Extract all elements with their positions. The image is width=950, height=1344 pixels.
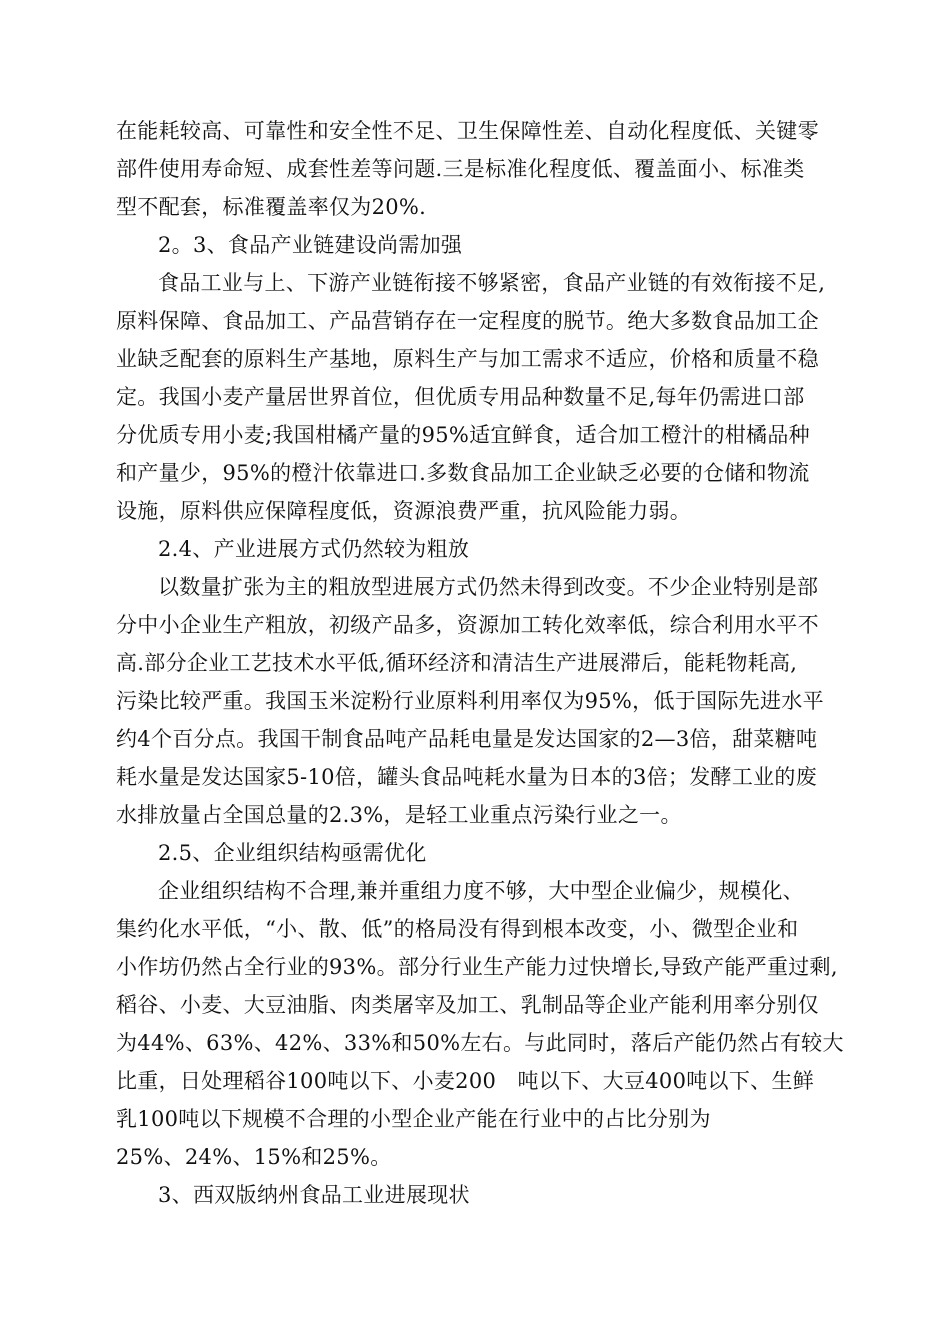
text-line: 比重，日处理稻谷100吨以下、小麦200 吨以下、大豆400吨以下、生鲜 <box>116 1069 815 1093</box>
text-line: 稻谷、小麦、大豆油脂、肉类屠宰及加工、乳制品等企业产能利用率分别仅 <box>116 993 819 1017</box>
text-line: 设施，原料供应保障程度低，资源浪费严重，抗风险能力弱。 <box>116 499 692 523</box>
text-line: 污染比较严重。我国玉米淀粉行业原料利用率仅为95%，低于国际先进水平 <box>116 689 824 713</box>
text-line: 业缺乏配套的原料生产基地，原料生产与加工需求不适应，价格和质量不稳 <box>116 347 819 371</box>
text-line: 型不配套，标准覆盖率仅为20%. <box>116 195 427 219</box>
text-line: 分优质专用小麦;我国柑橘产量的95%适宜鲜食，适合加工橙汁的柑橘品种 <box>116 423 810 447</box>
section-heading-2-4: 2.4、产业进展方式仍然较为粗放 <box>158 537 470 561</box>
text-line: 耗水量是发达国家5-10倍，罐头食品吨耗水量为日本的3倍；发酵工业的废 <box>116 765 818 789</box>
text-line: 小作坊仍然占全行业的93%。部分行业生产能力过快增长,导致产能严重过剩, <box>116 955 838 979</box>
text-line: 水排放量占全国总量的2.3%，是轻工业重点污染行业之一。 <box>116 803 682 827</box>
text-line: 原料保障、食品加工、产品营销存在一定程度的脱节。绝大多数食品加工企 <box>116 309 819 333</box>
text-line: 定。我国小麦产量居世界首位，但优质专用品种数量不足,每年仍需进口部 <box>116 385 805 409</box>
text-line: 和产量少，95%的橙汁依靠进口.多数食品加工企业缺乏必要的仓储和物流 <box>116 461 810 485</box>
document-body <box>116 112 860 1214</box>
text-line: 在能耗较高、可靠性和安全性不足、卫生保障性差、自动化程度低、关键零 <box>116 119 819 143</box>
section-heading-2-5: 2.5、企业组织结构亟需优化 <box>158 841 427 865</box>
text-line: 分中小企业生产粗放，初级产品多，资源加工转化效率低，综合利用水平不 <box>116 613 819 637</box>
text-line: 为44%、63%、42%、33%和50%左右。与此同时，落后产能仍然占有较大 <box>116 1031 844 1055</box>
section-heading-2-3: 2。3、食品产业链建设尚需加强 <box>158 233 463 257</box>
text-line: 25%、24%、15%和25%。 <box>116 1145 392 1169</box>
text-line: 约4个百分点。我国干制食品吨产品耗电量是发达国家的2—3倍，甜菜糖吨 <box>116 727 818 751</box>
text-line: 部件使用寿命短、成套性差等问题.三是标准化程度低、覆盖面小、标准类 <box>116 157 805 181</box>
paragraph-first-line: 食品工业与上、下游产业链衔接不够紧密，食品产业链的有效衔接不足, <box>158 271 826 295</box>
paragraph-first-line: 企业组织结构不合理,兼并重组力度不够，大中型企业偏少，规模化、 <box>158 879 804 903</box>
text-line: 乳100吨以下规模不合理的小型企业产能在行业中的占比分别为 <box>116 1107 711 1131</box>
paragraph-first-line: 以数量扩张为主的粗放型进展方式仍然未得到改变。不少企业特别是部 <box>158 575 819 599</box>
text-line: 集约化水平低，“小、散、低”的格局没有得到根本改变，小、微型企业和 <box>116 917 799 941</box>
section-heading-3: 3、西双版纳州食品工业进展现状 <box>158 1183 470 1207</box>
text-line: 高.部分企业工艺技术水平低,循环经济和清洁生产进展滞后，能耗物耗高, <box>116 651 798 675</box>
